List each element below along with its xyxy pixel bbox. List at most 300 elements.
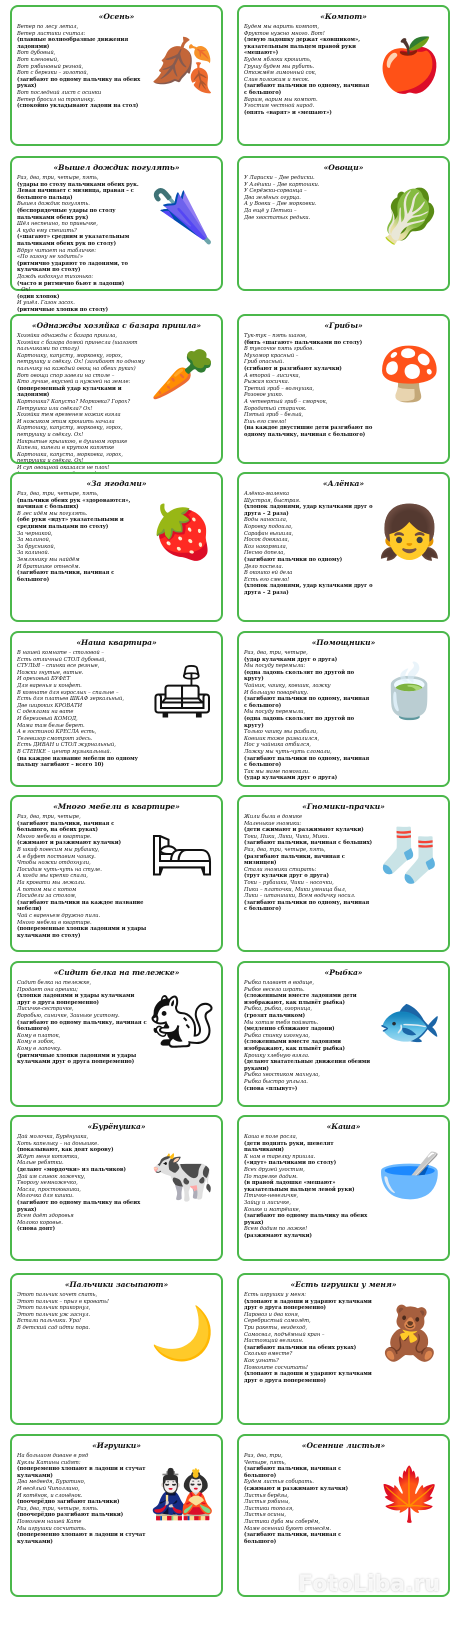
- rain-illustration: 🌂: [150, 187, 215, 247]
- poem-line: (загибают по одному пальчику, начиная с большого): [17, 1019, 147, 1033]
- poem-line: (загибают пальчики по одному): [244, 556, 343, 563]
- poem-line: Сколько вместе?: [244, 1351, 293, 1358]
- poem-line: Картошка? Капуста? Морковка? Горох? Петрушка или свёкла? Ох!: [17, 398, 131, 412]
- poem-line: Кому в лапочку.: [17, 1045, 62, 1052]
- poem-card: [237, 795, 450, 952]
- poem-line: За малиной,: [17, 537, 51, 544]
- poem-line: Серебристый самолёт,: [244, 1318, 311, 1325]
- poem-line: И весёлый Чиполлино,: [17, 1485, 80, 1492]
- card-text: [244, 814, 374, 913]
- poem-line: Накрытые крышкою, в душном горшке: [17, 438, 128, 445]
- poem-line: Вдруг читает на табличке:: [17, 247, 97, 254]
- cow-illustration: 🐄: [150, 1146, 215, 1206]
- laundry-illustration: 🧦: [377, 826, 442, 886]
- poem-line: Ножки гнутые, витые.: [17, 669, 84, 676]
- poem-line: Песню допела,: [244, 550, 285, 557]
- poem-line: (сложенными вместе ладонями изображают, как плывёт рыбка): [244, 1039, 345, 1052]
- poem-line: Дай им сливок ложечку,: [17, 1173, 86, 1180]
- card-text: [17, 1134, 147, 1233]
- card-text: [244, 1134, 374, 1240]
- card-title: «Наша квартира»: [76, 638, 157, 647]
- poem-line: Грушу будем мы рубить.: [244, 63, 315, 70]
- poem-line: (левую ладошку держат «ковшиком», указательным пальцем правой руки «мешают»): [244, 37, 361, 57]
- poem-card: [10, 631, 223, 787]
- poem-line: (сложенными вместе ладонями дети изображают, как плывёт рыбка): [244, 993, 357, 1006]
- poem-card: [237, 631, 450, 787]
- strawberry-illustration: 🍓: [150, 503, 215, 563]
- poem-line: Будем яблоки крошить,: [244, 56, 312, 63]
- armchair-illustration: 🛋: [148, 662, 215, 722]
- poem-line: (загибают пальчики по одному, начиная с большого): [244, 83, 370, 96]
- poem-line: Много мебели в квартире.: [17, 833, 92, 840]
- poem-line: (разжимают кулачки): [244, 1232, 312, 1239]
- fish-illustration: 🐟: [377, 992, 442, 1052]
- poem-line: (удар кулачками друг о друга): [244, 656, 338, 663]
- poem-line: Ветер листики считал:: [17, 30, 86, 37]
- poem-line: Носок довязала,: [244, 537, 290, 544]
- card-text: [17, 24, 147, 110]
- poem-line: В окошко ей дела: [244, 570, 293, 577]
- poem-line: В детский сад идти пора.: [17, 1324, 91, 1331]
- poem-line: (пальчики обеих рук «здороваются», начиная с больших): [17, 497, 131, 511]
- card-text: [17, 1453, 147, 1545]
- poem-line: И ножиком этим крошить начала: [17, 418, 115, 425]
- card-title: «Сидит белка на тележке»: [53, 968, 180, 977]
- poem-line: За брусникой,: [17, 543, 56, 550]
- poem-line: Розовое ушко.: [244, 392, 284, 399]
- poem-line: Угостим честной народ.: [244, 103, 315, 110]
- poem-line: Картошка, капуста, морковка, горох, петрушка и свёкла. Ох!: [17, 451, 123, 465]
- poem-line: Листья рябины,: [244, 1499, 290, 1506]
- poem-line: Много мебели в квартире.: [17, 919, 92, 926]
- mushroom-illustration: 🍄: [377, 345, 442, 405]
- poem-line: Хозяйка с базара домой принесла (шагают пальчиками по столу): [17, 339, 138, 353]
- poem-line: (хлопки ладонями и удары кулачками друг о друга попеременно): [17, 993, 135, 1006]
- poem-line: (загибают пальчики по одному, начиная с большого): [244, 899, 370, 913]
- poem-line: (хлопают в ладоши и ударяют кулачками друг о друга попеременно): [244, 1371, 372, 1384]
- poem-card: [10, 961, 223, 1107]
- poem-line: (загибают пальчики, начиная с большого): [17, 570, 115, 583]
- poem-line: (попеременно хлопают в ладоши и стучат кулачками): [17, 1532, 146, 1545]
- poem-line: И суп овощной оказался не плох!: [17, 464, 110, 471]
- poem-line: (обе руки «идут» указательными и средними пальцами по столу): [17, 517, 124, 530]
- poem-line: Молоко коровье.: [17, 1219, 63, 1226]
- poem-line: (дети сжимают и разжимают кулачки): [244, 827, 364, 834]
- card-text: [244, 1292, 374, 1384]
- poem-line: Вот кленовый,: [17, 56, 59, 63]
- card-title: «Однажды хозяйка с базара пришла»: [31, 321, 202, 330]
- watermark: FotoLiba.ru: [298, 1572, 440, 1597]
- poem-card: [237, 1273, 450, 1425]
- poem-line: Слив положим и песок.: [244, 76, 310, 83]
- poem-card: [10, 1115, 223, 1261]
- poem-line: Шёл неспешно, по привычке,: [17, 221, 98, 228]
- poem-line: Рыжая косичка.: [244, 379, 290, 386]
- poem-line: Да ещё у Петьки –: [244, 207, 297, 214]
- poem-line: Маме осенний букет отнесём.: [244, 1525, 332, 1532]
- poem-line: Маленькие гномики:: [244, 820, 302, 827]
- poem-line: Чайник, чашку, ковшик, ложку: [244, 682, 331, 689]
- poem-line: Рыбка, рыбка, озорница,: [244, 1006, 313, 1013]
- poem-line: В лес идём мы погулять.: [17, 510, 88, 517]
- card-title: «Овощи»: [323, 163, 364, 172]
- poem-line: А второй – лисичка,: [244, 372, 301, 379]
- poem-line: За черникой,: [17, 530, 53, 537]
- poem-line: Две хвостатых редьки.: [244, 214, 311, 221]
- poem-line: Третий гриб – волнушка,: [244, 385, 315, 392]
- poem-line: (загибают пальчики на каждое название мебели): [17, 899, 144, 913]
- card-title: «Грибы»: [324, 321, 363, 330]
- poem-line: Мы игрушки сосчитать.: [17, 1525, 87, 1532]
- poem-line: (часто и ритмично бьют в ладоши): [17, 280, 125, 287]
- card-title: «Компот»: [320, 12, 367, 21]
- poem-line: Мы хотим тебя поймать.: [244, 1019, 319, 1026]
- dishes-illustration: 🍵: [377, 662, 442, 722]
- poem-line: (загибают по одному пальчику на обеих руках): [17, 76, 141, 90]
- poem-line: В шкаф повесим мы рубашку,: [17, 846, 100, 853]
- poem-card: [10, 472, 223, 622]
- poem-line: В СТЕНКЕ – центр музыкальный.: [17, 748, 112, 755]
- poem-card: [10, 156, 223, 313]
- poem-line: Этот пальчик прикорнул,: [17, 1305, 91, 1312]
- poem-line: Есть его смело!: [244, 576, 290, 583]
- poem-line: И большую поварёшку.: [244, 689, 309, 696]
- card-title: «Бурёнушка»: [87, 1122, 146, 1131]
- poem-line: Варим, варим мы компот.: [244, 96, 318, 103]
- leaves-illustration: 🍁: [377, 1465, 442, 1525]
- poem-line: (хлопок ладонями, удар кулачками друг о друга – 2 раза): [244, 504, 373, 517]
- girl-illustration: 👧: [377, 503, 442, 563]
- poem-line: Продает она орешки;: [17, 986, 78, 993]
- poem-line: Ложку мы чуть-чуть сломали,: [244, 748, 332, 755]
- poem-line: Творогу немножечко,: [17, 1180, 78, 1187]
- poem-line: Посидели за столом,: [17, 893, 77, 900]
- poem-line: Пики – платочки, Мики умница был,: [244, 886, 347, 893]
- poem-line: А в гостиной КРЕСЛА есть,: [17, 729, 97, 736]
- poem-line: (делают хватательные движения обеими руками): [244, 1059, 371, 1072]
- poem-line: Этот пальчик – прыг в кровать!: [17, 1298, 110, 1305]
- poem-line: Есть отличный СТОЛ дубовый,: [17, 656, 107, 663]
- card-text: [17, 980, 147, 1066]
- card-title: «Рыбка»: [324, 968, 363, 977]
- poem-line: Гриб опасный.: [244, 359, 285, 366]
- poem-line: Два медведя, Буратино,: [17, 1479, 86, 1486]
- poem-line: Вот с березки – золотой,: [17, 70, 89, 77]
- poem-line: Листья берёзы,: [244, 1492, 289, 1499]
- poem-line: Масла, простоквашки,: [17, 1186, 81, 1193]
- poem-line: Фруктов нужно много. Вот!: [244, 30, 325, 37]
- poem-line: Тук-тук – пять шагов,: [244, 333, 307, 339]
- card-text: [17, 491, 147, 583]
- doll-illustration: 🎎: [150, 1465, 215, 1525]
- poem-line: Паровоз и два коня,: [244, 1311, 300, 1318]
- poem-line: (загибают пальчики, начиная с больших): [244, 840, 373, 847]
- poem-line: Только чашку мы разбили,: [244, 729, 318, 736]
- poem-line: Раз, два, три, четыре, пять,: [17, 491, 99, 497]
- poem-line: И котёнок, и слонёнок.: [17, 1492, 83, 1499]
- poem-line: Лики – штанишки, Всем водичку носил.: [244, 893, 356, 900]
- poem-line: (загибают пальчики по одному, начиная с большого): [244, 696, 370, 709]
- toys-illustration: 🧸: [377, 1304, 442, 1364]
- poem-line: Этот пальчик уж заснул.: [17, 1311, 91, 1318]
- card-text: [244, 980, 374, 1092]
- poem-line: (плавные волнообразные движения ладонями): [17, 37, 129, 50]
- poem-line: И березовый КОМОД,: [17, 715, 78, 722]
- poem-card: [237, 472, 450, 622]
- poem-line: Алёнка-маленка: [244, 491, 290, 497]
- poem-line: (показывают, как доят корову): [17, 1147, 114, 1154]
- poem-line: (попеременный удар кулачками и ладонями): [17, 385, 122, 399]
- card-text: [17, 1292, 147, 1332]
- poem-line: Куклы Катины сидят:: [17, 1459, 81, 1466]
- poem-line: Вышел дождик погулять.: [17, 201, 90, 208]
- poem-line: Дай молочка, Бурёнушка,: [17, 1134, 89, 1140]
- poem-line: (грозят пальчиком): [244, 1012, 306, 1019]
- poem-line: Раз, два, три, четыре,: [17, 814, 81, 820]
- card-text: [244, 650, 374, 782]
- poem-line: Листики дуба мы соберём,: [244, 1518, 320, 1525]
- poem-line: Сарафан вышила,: [244, 530, 294, 537]
- poem-line: (опять «варят» и «мешают»): [244, 109, 332, 116]
- poem-line: Коровку подоила,: [244, 523, 293, 530]
- poem-line: (делают «мордочки» из пальчиков): [17, 1166, 126, 1173]
- poem-line: Есть ДИВАН и СТОЛ журнальный,: [17, 742, 116, 749]
- poem-line: Мы посуду перемыли:: [244, 663, 306, 670]
- poem-line: А в буфет поставим чашку.: [17, 853, 96, 860]
- poem-line: (загибают пальчики на обеих руках): [244, 1344, 357, 1351]
- poem-line: По тарелке дадим.: [244, 1173, 298, 1180]
- poem-line: Рыбка быстро уплыла.: [244, 1078, 308, 1085]
- poem-line: Листья осины,: [244, 1512, 287, 1519]
- poem-line: Всем дадим по ложке!: [244, 1226, 308, 1233]
- poem-line: Воды наносила,: [244, 517, 288, 524]
- poem-line: Бородатый старичок.: [244, 405, 307, 412]
- poem-line: Раз, два, три, четыре, пять.: [17, 1505, 99, 1512]
- poem-line: Вот последний лист с осинки: [17, 89, 102, 96]
- poem-line: (удар кулачками друг о друга): [244, 775, 338, 782]
- card-text: [244, 24, 374, 116]
- poem-line: Настоящий великан.: [244, 1338, 304, 1345]
- poem-line: Вот рябиновый резной,: [17, 63, 84, 70]
- poem-line: Землянику мы найдём: [17, 556, 80, 563]
- poem-line: Этот пальчик хочет спать,: [17, 1292, 98, 1298]
- poem-line: В туесочке пять грибов.: [244, 346, 314, 353]
- poem-line: Ешь его смело!: [244, 418, 287, 425]
- poem-line: Раз, два, три, четыре, пять,: [244, 846, 326, 853]
- poem-line: (беспорядочные удары по столу пальчиками обеих рук): [17, 207, 116, 221]
- poem-line: Шустрая, быстрая.: [244, 497, 301, 504]
- porridge-illustration: 🥣: [377, 1146, 442, 1206]
- poem-line: И ореховый БУФЕТ: [17, 676, 71, 683]
- poem-line: Хозяйка тем временем ножик взяла: [17, 412, 121, 419]
- poem-line: Картошку, капусту, морковку, горох, петрушку и свёклу. Ох! (загибают по одному пальчику на каждый овощ на обеих руках): [17, 352, 145, 372]
- poem-line: На большом диване в ряд: [17, 1453, 89, 1459]
- poem-line: Телевизор смотрят здесь.: [17, 735, 93, 742]
- poem-line: (загибают пальчики, начиная с большого, на обеих руках): [17, 820, 115, 834]
- poem-line: (хлопок ладонями, удар кулачками друг о друга – 2 раза): [244, 583, 373, 596]
- poem-line: Мама там белье берет.: [17, 722, 85, 729]
- poem-line: Стали гномики стирать:: [244, 866, 317, 873]
- card-text: [17, 650, 147, 769]
- poem-line: Рыбка спинку изогнула,: [244, 1032, 310, 1039]
- poem-card: [237, 5, 450, 146]
- poem-line: Четыре, пять,: [244, 1459, 287, 1466]
- poem-line: Ждут меня котятки,: [17, 1153, 80, 1160]
- poem-line: (одна ладонь скользит по другой по кругу): [244, 715, 355, 729]
- poem-line: Листики тополя,: [244, 1505, 294, 1512]
- poem-line: А когда мы крепко спали,: [17, 873, 88, 880]
- poem-line: (ритмичные хлопки по столу): [17, 306, 109, 313]
- poem-card: [10, 1273, 223, 1425]
- poem-line: («шагают» средним и указательным пальчиками обеих рук по столу): [17, 234, 130, 247]
- poem-line: Жили были в домике: [244, 814, 303, 820]
- poem-card: [237, 1115, 450, 1261]
- poem-line: Будем мы варить компот,: [244, 24, 320, 30]
- card-text: [244, 1453, 374, 1545]
- poem-line: Ветер по лесу летал,: [17, 24, 79, 30]
- poem-line: Раз, два, три, четыре,: [244, 650, 308, 656]
- poem-line: Зайцу и лисичке,: [244, 1199, 291, 1206]
- poem-line: В нашей комнате – столовой –: [17, 650, 104, 656]
- poem-line: (поочерёдно загибают пальчики): [17, 1499, 120, 1506]
- poem-line: (удары по столу пальчиками обеих рук. Левая начинает с мизинца, правая – с большого пальца): [17, 181, 139, 201]
- poem-line: Кому в зобок,: [17, 1039, 55, 1046]
- card-text: [17, 814, 147, 939]
- poem-line: К нам в тарелку пришла.: [244, 1153, 316, 1160]
- poem-line: (сжимают и разжимают кулачки): [244, 1485, 349, 1492]
- poem-line: (бить «шагают» пальчиками по столу): [244, 339, 363, 346]
- poem-card: [10, 5, 223, 146]
- poem-line: (медленно сближают ладони): [244, 1026, 335, 1033]
- poem-line: А четвертый гриб – сморчок,: [244, 398, 328, 405]
- poem-line: Самосвал, подъёмный кран –: [244, 1331, 325, 1338]
- poem-line: («идут» пальчиками по столу): [244, 1160, 337, 1167]
- poem-line: Коз накормила,: [244, 543, 288, 550]
- poem-line: (снова «плывут»): [244, 1085, 298, 1092]
- card-text: [244, 175, 374, 221]
- poem-line: А куда ему спешить?: [17, 227, 77, 234]
- card-title: «Пальчики засыпают»: [64, 1280, 169, 1289]
- poem-line: Кому в платок,: [17, 1032, 61, 1039]
- poem-line: (загибают пальчики по одному, начиная с большого): [244, 755, 370, 769]
- card-title: «Вышел дождик погулять»: [53, 163, 180, 172]
- poem-line: Хозяйка однажды с базара пришла,: [17, 333, 117, 339]
- poem-line: У Серёжки-сорванца –: [244, 188, 307, 195]
- card-title: «Алёнка»: [322, 479, 365, 488]
- poem-line: Молочка для кашки.: [17, 1193, 74, 1200]
- poem-line: Картошку, капусту, морковку, горох, петрушку и свёклу. Ох!: [17, 425, 123, 438]
- card-text: [244, 491, 374, 597]
- poem-line: Пятый гриб – белый,: [244, 412, 304, 419]
- card-text: [17, 175, 147, 313]
- poem-line: Мухомор красный –: [244, 352, 299, 359]
- poem-line: И братишке отнесём.: [17, 563, 81, 570]
- poem-line: И ушёл. Газон засох.: [17, 300, 75, 307]
- poem-line: (попеременные хлопки ладонями и удары кулачками по столу): [17, 926, 147, 939]
- poem-line: (снова доят): [17, 1226, 56, 1233]
- poem-line: (попеременно хлопают в ладоши и стучат кулачками): [17, 1466, 146, 1479]
- poem-line: Кто лучше, вкусней и нужней на земле:: [17, 379, 131, 386]
- poem-line: «По газону не ходить!»: [17, 254, 84, 261]
- squirrel-illustration: 🐿: [148, 992, 215, 1052]
- poem-line: Воробью, синичке, Заиньке усатому.: [17, 1012, 120, 1019]
- poem-line: Есть игрушки у меня:: [244, 1292, 307, 1298]
- market-illustration: 🥕: [150, 345, 215, 405]
- poem-line: (дети поднять руки, шевелят пальчиками): [244, 1140, 334, 1154]
- poem-line: Рыбке весело играть.: [244, 986, 305, 993]
- poem-line: Крошку хлебную взяла.: [244, 1052, 310, 1059]
- card-text: [244, 333, 374, 439]
- poem-line: Дело поспела.: [244, 563, 284, 570]
- poem-line: Для варенья и конфет.: [17, 682, 82, 689]
- poem-line: Две широких КРОВАТИ: [17, 702, 83, 709]
- poem-line: Рыбка плавает в водице,: [244, 980, 314, 986]
- poem-line: Птичке-невеличке,: [244, 1193, 299, 1200]
- poem-line: Всем даёт здоровья: [17, 1213, 74, 1220]
- poem-card: [237, 314, 450, 464]
- poem-line: Так мы маме помогали.: [244, 768, 310, 775]
- poem-line: Кипели, кипели в крутом кипятке: [17, 445, 115, 452]
- poem-line: Раз, два, три,: [244, 1453, 283, 1459]
- poem-line: Будем листья собирать.: [244, 1479, 314, 1486]
- card-text: [17, 333, 147, 478]
- poem-line: Чай с вареньем дружно пили.: [17, 912, 101, 919]
- bed-illustration: 🛏: [148, 826, 215, 886]
- poem-line: (спокойно укладывают ладони на стол): [17, 103, 139, 110]
- poem-card: [10, 314, 223, 471]
- poem-line: Сидит белка на тележке,: [17, 980, 92, 986]
- poem-line: Вот дубовый,: [17, 50, 56, 57]
- poem-line: Токи – рубашки, Чики – носочки,: [244, 879, 334, 886]
- poem-line: На кровати мы лежали.: [17, 879, 86, 886]
- card-title: «Каша»: [326, 1122, 361, 1131]
- poem-line: (загибают по одному пальчику на обеих руках): [17, 1199, 141, 1213]
- poem-line: Нос у чайника отбился,: [244, 742, 311, 749]
- poem-line: Токи, Пики, Лики, Чики, Мики.: [244, 833, 330, 840]
- poem-line: Как узнать?: [244, 1357, 279, 1364]
- poem-line: Каша в поле росла,: [244, 1134, 298, 1140]
- poem-line: А потом мы с котом: [17, 886, 77, 893]
- card-title: «За ягодами»: [86, 479, 147, 488]
- poem-card: [10, 795, 223, 952]
- compote-illustration: 🍎: [377, 36, 442, 96]
- poem-line: В комнате для взрослых – спальне –: [17, 689, 119, 696]
- poem-line: Вот овощи спор завели на столе –: [17, 372, 115, 379]
- poem-line: (загибают пальчики, начиная с большого): [244, 1532, 342, 1545]
- poem-line: У Алёшки – Две картошки.: [244, 181, 320, 188]
- poem-line: Хоть капельку – на донышке.: [17, 1140, 99, 1147]
- poem-line: Есть для платьев ШКАФ зеркальный,: [17, 696, 124, 703]
- poem-card: [237, 961, 450, 1107]
- poem-line: Рыбка хвостиком махнула,: [244, 1072, 320, 1079]
- poem-line: (на каждое название мебели по одному пальцу загибают – всего 10): [17, 755, 138, 769]
- poem-line: (в правой ладошке «мешают» указательным пальцем левой руки): [244, 1180, 355, 1193]
- card-title: «Игрушки»: [92, 1441, 141, 1450]
- poem-line: Посидим чуть-чуть на стуле.: [17, 866, 102, 873]
- poem-line: (на каждое двустишие дети разгибают по одному пальчику, начиная с большого): [244, 425, 373, 438]
- poem-line: (один хлопок): [17, 293, 60, 300]
- card-title: «Гномики-прачки»: [302, 802, 385, 811]
- card-title: «Осень»: [98, 12, 135, 21]
- card-title: «Осенние листья»: [301, 1441, 386, 1450]
- poem-line: – Ох!: [17, 287, 31, 294]
- poem-line: СТУЛЬЯ – спинки все резные,: [17, 663, 100, 670]
- poem-line: Помогаем нашей Кате: [17, 1518, 82, 1525]
- poem-line: (ритмичные хлопки ладонями и удары кулачками друг о друга попеременно): [17, 1052, 137, 1066]
- poem-line: Малые ребятки.: [17, 1160, 64, 1167]
- poem-line: (одна ладонь скользит по другой по кругу): [244, 669, 355, 683]
- poem-line: С одеялами на вате: [17, 709, 74, 716]
